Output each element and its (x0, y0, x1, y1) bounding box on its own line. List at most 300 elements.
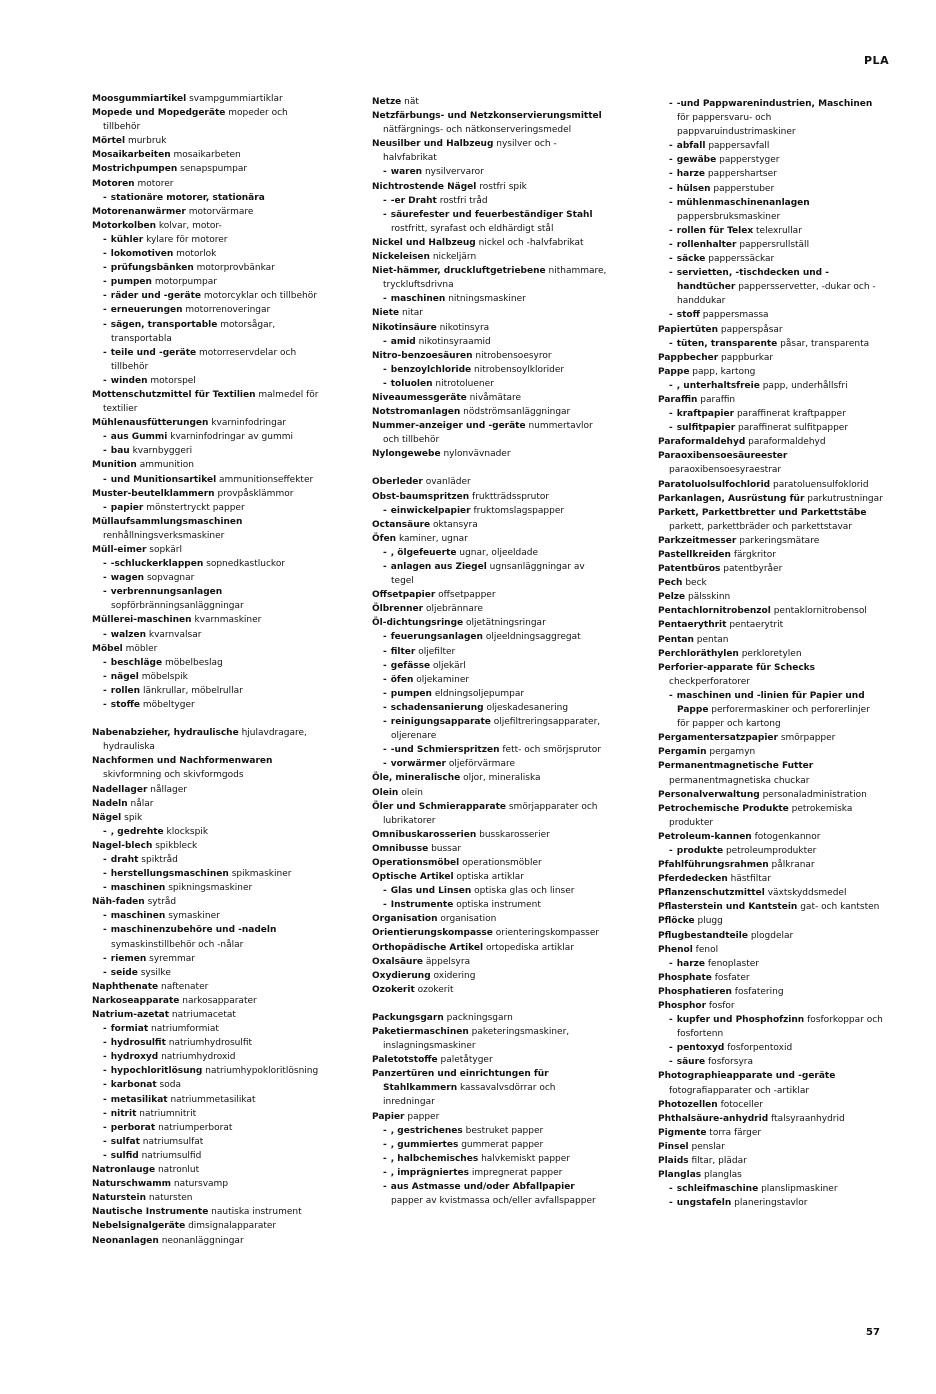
sub-entry (92, 670, 324, 684)
translation: fenoplaster (707, 958, 759, 969)
dictionary-entry (658, 633, 884, 647)
translation: paraffinerat kraftpapper (736, 409, 846, 420)
dictionary-entry (92, 797, 324, 811)
translation: kvarninfodringar (211, 418, 287, 429)
headword: rollenhalter (676, 239, 737, 250)
sub-entry-dash: - (103, 587, 107, 598)
translation: syremmar (149, 953, 195, 964)
translation: oljefiltreringsapparater, oljerenare (391, 717, 601, 742)
sub-entry-dash: - (103, 559, 107, 570)
sub-entry-dash: - (669, 845, 673, 856)
headword: aus Gummi (110, 432, 168, 443)
headword: pentoxyd (676, 1043, 725, 1054)
dictionary-entry (92, 515, 324, 543)
sub-entry-dash: - (103, 474, 107, 485)
sub-entry-dash: - (103, 1052, 107, 1063)
sub-entry (658, 337, 884, 351)
headword: walzen (110, 629, 146, 640)
translation: papperstyger (719, 155, 780, 166)
translation: natriumhydroxid (161, 1052, 236, 1063)
translation: pappburkar (721, 352, 774, 363)
headword: rollen (110, 685, 141, 696)
headword: riemen (110, 953, 147, 964)
translation: papp, kartong (692, 366, 756, 377)
dictionary-entry (92, 895, 324, 909)
section-gap (372, 461, 608, 475)
dictionary-entry (372, 771, 608, 785)
translation: provpåsklämmor (217, 488, 294, 499)
sub-entry-dash: - (103, 1038, 107, 1049)
translation: spik (124, 812, 143, 823)
sub-entry-dash: - (383, 632, 387, 643)
sub-entry-dash: - (103, 1094, 107, 1105)
translation: natriumhydrosulfit (168, 1038, 253, 1049)
dictionary-entry (372, 475, 608, 489)
translation: torra färger (709, 1127, 762, 1138)
sub-entry (92, 444, 324, 458)
headword: Nichtrostende Nägel (372, 181, 477, 192)
translation: mönstertryckt papper (146, 502, 245, 513)
translation: fotogenkannor (754, 831, 821, 842)
translation: spikningsmaskiner (168, 883, 253, 894)
sub-entry (92, 1022, 324, 1036)
translation: oljekaminer (416, 674, 470, 685)
sub-entry-dash: - (103, 911, 107, 922)
translation: sysilke (140, 967, 171, 978)
headword: Petrochemische Produkte (658, 803, 789, 814)
sub-entry-dash: - (669, 141, 673, 152)
headword: perborat (110, 1122, 156, 1133)
headword: Motorkolben (92, 220, 157, 231)
translation: nitar (402, 308, 423, 319)
headword: Pentan (658, 634, 694, 645)
dictionary-entry (658, 449, 884, 477)
headword: wagen (110, 573, 145, 584)
translation: malmedel för textilier (103, 389, 319, 415)
headword: Octansäure (372, 519, 431, 530)
translation: bussar (431, 843, 462, 854)
headword: Papiertüten (658, 324, 719, 335)
translation: klockspik (166, 826, 209, 837)
headword: Motorenanwärmer (92, 206, 186, 217)
sub-entry-dash: - (669, 225, 673, 236)
translation: nysilver och -halvfabrikat (383, 139, 557, 164)
dictionary-entry (92, 416, 324, 430)
translation: natronlut (157, 1165, 200, 1176)
sub-entry-dash: - (669, 169, 673, 180)
sub-entry (92, 628, 324, 642)
sub-entry (658, 1196, 884, 1210)
translation: nummertavlor och tillbehör (383, 421, 593, 446)
translation: växtskyddsmedel (767, 888, 847, 899)
headword: maschinen (390, 294, 446, 305)
sub-entry-dash: - (669, 1184, 673, 1195)
headword: Phosphate (658, 972, 712, 983)
translation: optiska instrument (456, 900, 541, 911)
dictionary-entry (372, 180, 608, 194)
headword: Niveaumessgeräte (372, 392, 467, 403)
headword: Öl-dichtungsringe (372, 618, 464, 629)
translation: oljetätningsringar (466, 618, 546, 629)
translation: sopvagnar (146, 573, 195, 584)
sub-entry (372, 884, 608, 898)
sub-entry (92, 501, 324, 515)
headword: Planglas (658, 1170, 702, 1181)
headword: Nadellager (92, 784, 148, 795)
sub-entry-dash: - (383, 1139, 387, 1150)
translation: påsar, transparenta (780, 338, 870, 349)
sub-entry-dash: - (383, 167, 387, 178)
dictionary-entry (658, 943, 884, 957)
headword: Plaids (658, 1156, 689, 1167)
sub-entry (658, 1041, 884, 1055)
translation: spikbleck (155, 840, 198, 851)
headword: -er Draht (390, 195, 437, 206)
sub-entry (92, 909, 324, 923)
sub-entry-dash: - (669, 1057, 673, 1068)
headword: filter (390, 646, 416, 657)
sub-entry-dash: - (103, 1108, 107, 1119)
dictionary-entry (658, 492, 884, 506)
headword: Oxydierung (372, 970, 431, 981)
sub-entry-dash: - (669, 423, 673, 434)
headword: hülsen (676, 183, 711, 194)
sub-entry-dash: - (669, 409, 673, 420)
headword: Pflanzenschutzmittel (658, 888, 765, 899)
dictionary-entry (372, 856, 608, 870)
headword: öfen (390, 674, 414, 685)
headword: metasilikat (110, 1094, 168, 1105)
translation: kaminer, ugnar (398, 533, 468, 544)
dictionary-entry (92, 1234, 324, 1248)
dictionary-entry (658, 661, 884, 689)
sub-entry-dash: - (383, 886, 387, 897)
translation: olein (401, 787, 423, 798)
translation: planglas (704, 1170, 742, 1181)
sub-entry (658, 196, 884, 224)
headword: teile und -geräte (110, 347, 197, 358)
translation: pergamyn (709, 747, 756, 758)
headword: servietten, -tischdecken und -handtücher (676, 268, 829, 293)
sub-entry (92, 881, 324, 895)
headword: Paraformaldehyd (658, 437, 746, 448)
dictionary-entry (372, 616, 608, 630)
translation: ovanläder (425, 477, 471, 488)
sub-entry-dash: - (383, 547, 387, 558)
sub-entry-dash: - (669, 239, 673, 250)
dictionary-entry (372, 532, 608, 546)
dictionary-entry (658, 534, 884, 548)
headword: Photozellen (658, 1099, 718, 1110)
sub-entry (658, 1013, 884, 1041)
headword: Öfen (372, 533, 397, 544)
sub-entry (372, 630, 608, 644)
sub-entry-dash: - (103, 657, 107, 668)
headword: gewäbe (676, 155, 717, 166)
dictionary-entry (372, 969, 608, 983)
headword: Omnibusse (372, 843, 429, 854)
sub-entry-dash: - (383, 717, 387, 728)
translation: rostfri tråd (439, 195, 488, 206)
dictionary-entry (658, 576, 884, 590)
page-number: 57 (866, 1327, 880, 1338)
headword: Pentachlornitrobenzol (658, 606, 771, 617)
headword: winden (110, 375, 148, 386)
translation: penslar (691, 1141, 725, 1152)
sub-entry (92, 275, 324, 289)
dictionary-entry (92, 994, 324, 1008)
sub-entry-dash: - (103, 629, 107, 640)
translation: optiska artiklar (456, 872, 524, 883)
column-3 (658, 97, 884, 1210)
translation: motorpumpar (154, 277, 217, 288)
translation: paraoxibensoesyraestrar (669, 465, 782, 476)
sub-entry-dash: - (103, 277, 107, 288)
headword: feuerungsanlagen (390, 632, 483, 643)
column-2 (372, 95, 608, 1208)
translation: parkeringsmätare (739, 535, 820, 546)
translation: busskarosserier (479, 829, 550, 840)
translation: motorsågar, transportabla (111, 319, 276, 344)
translation: plogdelar (750, 930, 794, 941)
translation: offsetpapper (438, 590, 496, 601)
translation: nitningsmaskiner (448, 294, 526, 305)
translation: ammunitionseffekter (219, 474, 314, 485)
dictionary-entry (92, 980, 324, 994)
dictionary-entry (92, 1219, 324, 1233)
translation: packningsgarn (446, 1012, 513, 1023)
headword: Muster-beutelklammern (92, 488, 215, 499)
sub-entry-dash: - (669, 268, 673, 279)
dictionary-entry (372, 391, 608, 405)
sub-entry-dash: - (669, 183, 673, 194)
sub-entry-dash: - (669, 958, 673, 969)
sub-entry (658, 252, 884, 266)
dictionary-entry (92, 1163, 324, 1177)
section-gap (92, 712, 324, 726)
headword: Parkett, Parkettbretter und Parkettstäbe (658, 507, 867, 518)
sub-entry-dash: - (669, 1198, 673, 1209)
headword: Offsetpapier (372, 590, 436, 601)
sub-entry (92, 1064, 324, 1078)
dictionary-entry (658, 1069, 884, 1097)
sub-entry-dash: - (383, 1125, 387, 1136)
headword: Pflugbestandteile (658, 930, 748, 941)
headword: waren (390, 167, 423, 178)
translation: nylonvävnader (443, 449, 511, 460)
headword: Pfahlführungsrahmen (658, 860, 769, 871)
translation: oljeförvärmare (448, 759, 515, 770)
translation: paraformaldehyd (748, 437, 826, 448)
sub-entry-dash: - (103, 883, 107, 894)
translation: möbeltyger (142, 700, 195, 711)
sub-entry-dash: - (103, 1122, 107, 1133)
headword: schleifmaschine (676, 1184, 759, 1195)
headword: Patentbüros (658, 564, 721, 575)
sub-entry-dash: - (669, 197, 673, 208)
dictionary-entry (658, 323, 884, 337)
headword: Phenol (658, 944, 693, 955)
dictionary-entry (372, 828, 608, 842)
headword: hydroxyd (110, 1052, 159, 1063)
translation: beck (685, 578, 707, 589)
sub-entry (658, 266, 884, 308)
dictionary-entry (92, 388, 324, 416)
sub-entry (658, 1055, 884, 1069)
translation: pålkranar (771, 860, 815, 871)
sub-entry-dash: - (103, 432, 107, 443)
dictionary-entry (658, 985, 884, 999)
translation: kvarnvalsar (148, 629, 202, 640)
translation: papp, underhållsfri (762, 380, 848, 391)
headword: sägen, transportable (110, 319, 218, 330)
translation: symaskiner (168, 911, 220, 922)
headword: Pappe (658, 366, 690, 377)
sub-entry (92, 346, 324, 374)
sub-entry-dash: - (383, 378, 387, 389)
translation: fruktträdssprutor (472, 491, 550, 502)
sub-entry (372, 1180, 608, 1208)
dictionary-entry (658, 393, 884, 407)
headword: Permanentmagnetische Futter (658, 761, 814, 772)
dictionary-entry (372, 1053, 608, 1067)
translation: fosforkoppar och fosfortenn (677, 1015, 883, 1040)
headword: Operationsmöbel (372, 857, 460, 868)
headword: Ölbrenner (372, 604, 424, 615)
headword: kühler (110, 234, 144, 245)
sub-entry-dash: - (103, 1080, 107, 1091)
dictionary-entry (658, 351, 884, 365)
sub-entry (92, 318, 324, 346)
headword: maschinen (110, 883, 166, 894)
dictionary-entry (658, 1140, 884, 1154)
sub-entry (372, 687, 608, 701)
dictionary-entry (372, 800, 608, 828)
headword: Nebelsignalgeräte (92, 1221, 186, 1232)
sub-entry-dash: - (383, 364, 387, 375)
sub-entry-dash: - (103, 305, 107, 316)
translation: kvarninfodringar av gummi (170, 432, 293, 443)
headword: Perchloräthylen (658, 648, 739, 659)
translation: fosfatering (734, 986, 784, 997)
translation: murbruk (127, 136, 167, 147)
sub-entry (658, 407, 884, 421)
headword: stoff (676, 310, 700, 321)
headword: nitrit (110, 1108, 137, 1119)
translation: fruktomslagspapper (473, 505, 565, 516)
headword: benzoylchloride (390, 364, 472, 375)
translation: motorprovbänkar (196, 263, 275, 274)
translation: gummerat papper (461, 1139, 544, 1150)
headword: Nikotinsäure (372, 322, 437, 333)
dictionary-entry (658, 506, 884, 534)
headword: Ozokerit (372, 984, 415, 995)
headword: pumpen (390, 688, 432, 699)
translation: motorreservdelar och tillbehör (111, 347, 297, 372)
headword: lokomotiven (110, 249, 174, 260)
translation: nät (404, 97, 419, 107)
translation: natriumacetat (171, 1010, 236, 1020)
headword: Photographieapparate und -geräte (658, 1071, 836, 1082)
headword: Nabenabzieher, hydraulische (92, 728, 239, 739)
translation: bestruket papper (465, 1125, 544, 1136)
headword: Pigmente (658, 1127, 707, 1138)
headword: nägel (110, 671, 139, 682)
translation: paraffin (700, 394, 736, 405)
sub-entry (372, 1138, 608, 1152)
headword: prüfungsbänken (110, 263, 194, 274)
dictionary-entry (92, 106, 324, 134)
translation: ozokerit (417, 984, 454, 995)
translation: nödströmsanläggningar (463, 407, 571, 418)
translation: filtar, plädar (691, 1156, 747, 1167)
translation: paletåtyger (440, 1055, 493, 1066)
translation: nållager (150, 784, 187, 795)
headword: Neusilber und Halbzeug (372, 139, 494, 150)
sub-entry-dash: - (103, 700, 107, 711)
headword: sulfid (110, 1150, 139, 1161)
translation: natriumformiat (151, 1024, 219, 1035)
translation: nålar (130, 798, 154, 809)
translation: mopeder och tillbehör (103, 108, 288, 133)
headword: Öler und Schmierapparate (372, 801, 506, 812)
sub-entry (92, 374, 324, 388)
translation: fett- och smörjsprutor (502, 745, 601, 756)
headword: sulfitpapier (676, 423, 736, 434)
sub-entry (92, 1107, 324, 1121)
dictionary-entry (658, 872, 884, 886)
headword: Parkanlagen, Ausrüstung für (658, 493, 805, 504)
headword: Nitro-benzoesäuren (372, 350, 473, 361)
headword: Oberleder (372, 477, 423, 488)
headword: Glas und Linsen (390, 886, 472, 897)
translation: möbelbeslag (164, 657, 223, 668)
sub-entry (372, 701, 608, 715)
sub-entry (92, 303, 324, 317)
dictionary-entry (92, 726, 324, 754)
translation: checkperforatorer (669, 676, 750, 687)
dictionary-entry (658, 731, 884, 745)
translation: motorcyklar och tillbehör (203, 291, 317, 302)
translation: neonanläggningar (161, 1235, 244, 1246)
sub-entry-dash: - (103, 1066, 107, 1077)
headword: Oxalsäure (372, 956, 423, 967)
dictionary-entry (658, 365, 884, 379)
translation: fosfater (714, 972, 750, 983)
sub-entry-dash: - (103, 249, 107, 260)
dictionary-entry (372, 518, 608, 532)
headword: -und Pappwarenindustrien, Maschinen (676, 99, 873, 109)
dictionary-entry (372, 1011, 608, 1025)
translation: svampgummiartiklar (189, 94, 283, 104)
sub-entry-dash: - (383, 900, 387, 911)
headword: Netzfärbungs- und Netzkonservierungsmittel (372, 111, 602, 122)
translation: pälsskinn (688, 592, 731, 603)
headword: -schluckerklappen (110, 559, 204, 570)
column-1 (92, 92, 324, 1248)
translation: natursvamp (173, 1179, 229, 1190)
translation: gat- och kantsten (800, 902, 880, 913)
translation: paratoluensulfoklorid (772, 479, 869, 490)
headword: hypochloritlösung (110, 1066, 203, 1077)
headword: Nickeleisen (372, 252, 430, 263)
sub-entry-dash: - (383, 1167, 387, 1178)
dictionary-entry (372, 250, 608, 264)
headword: Mühlenausfütterungen (92, 418, 209, 429)
headword: reinigungsapparate (390, 717, 491, 728)
translation: oljefilter (418, 646, 456, 657)
headword: Naturschwamm (92, 1179, 171, 1190)
